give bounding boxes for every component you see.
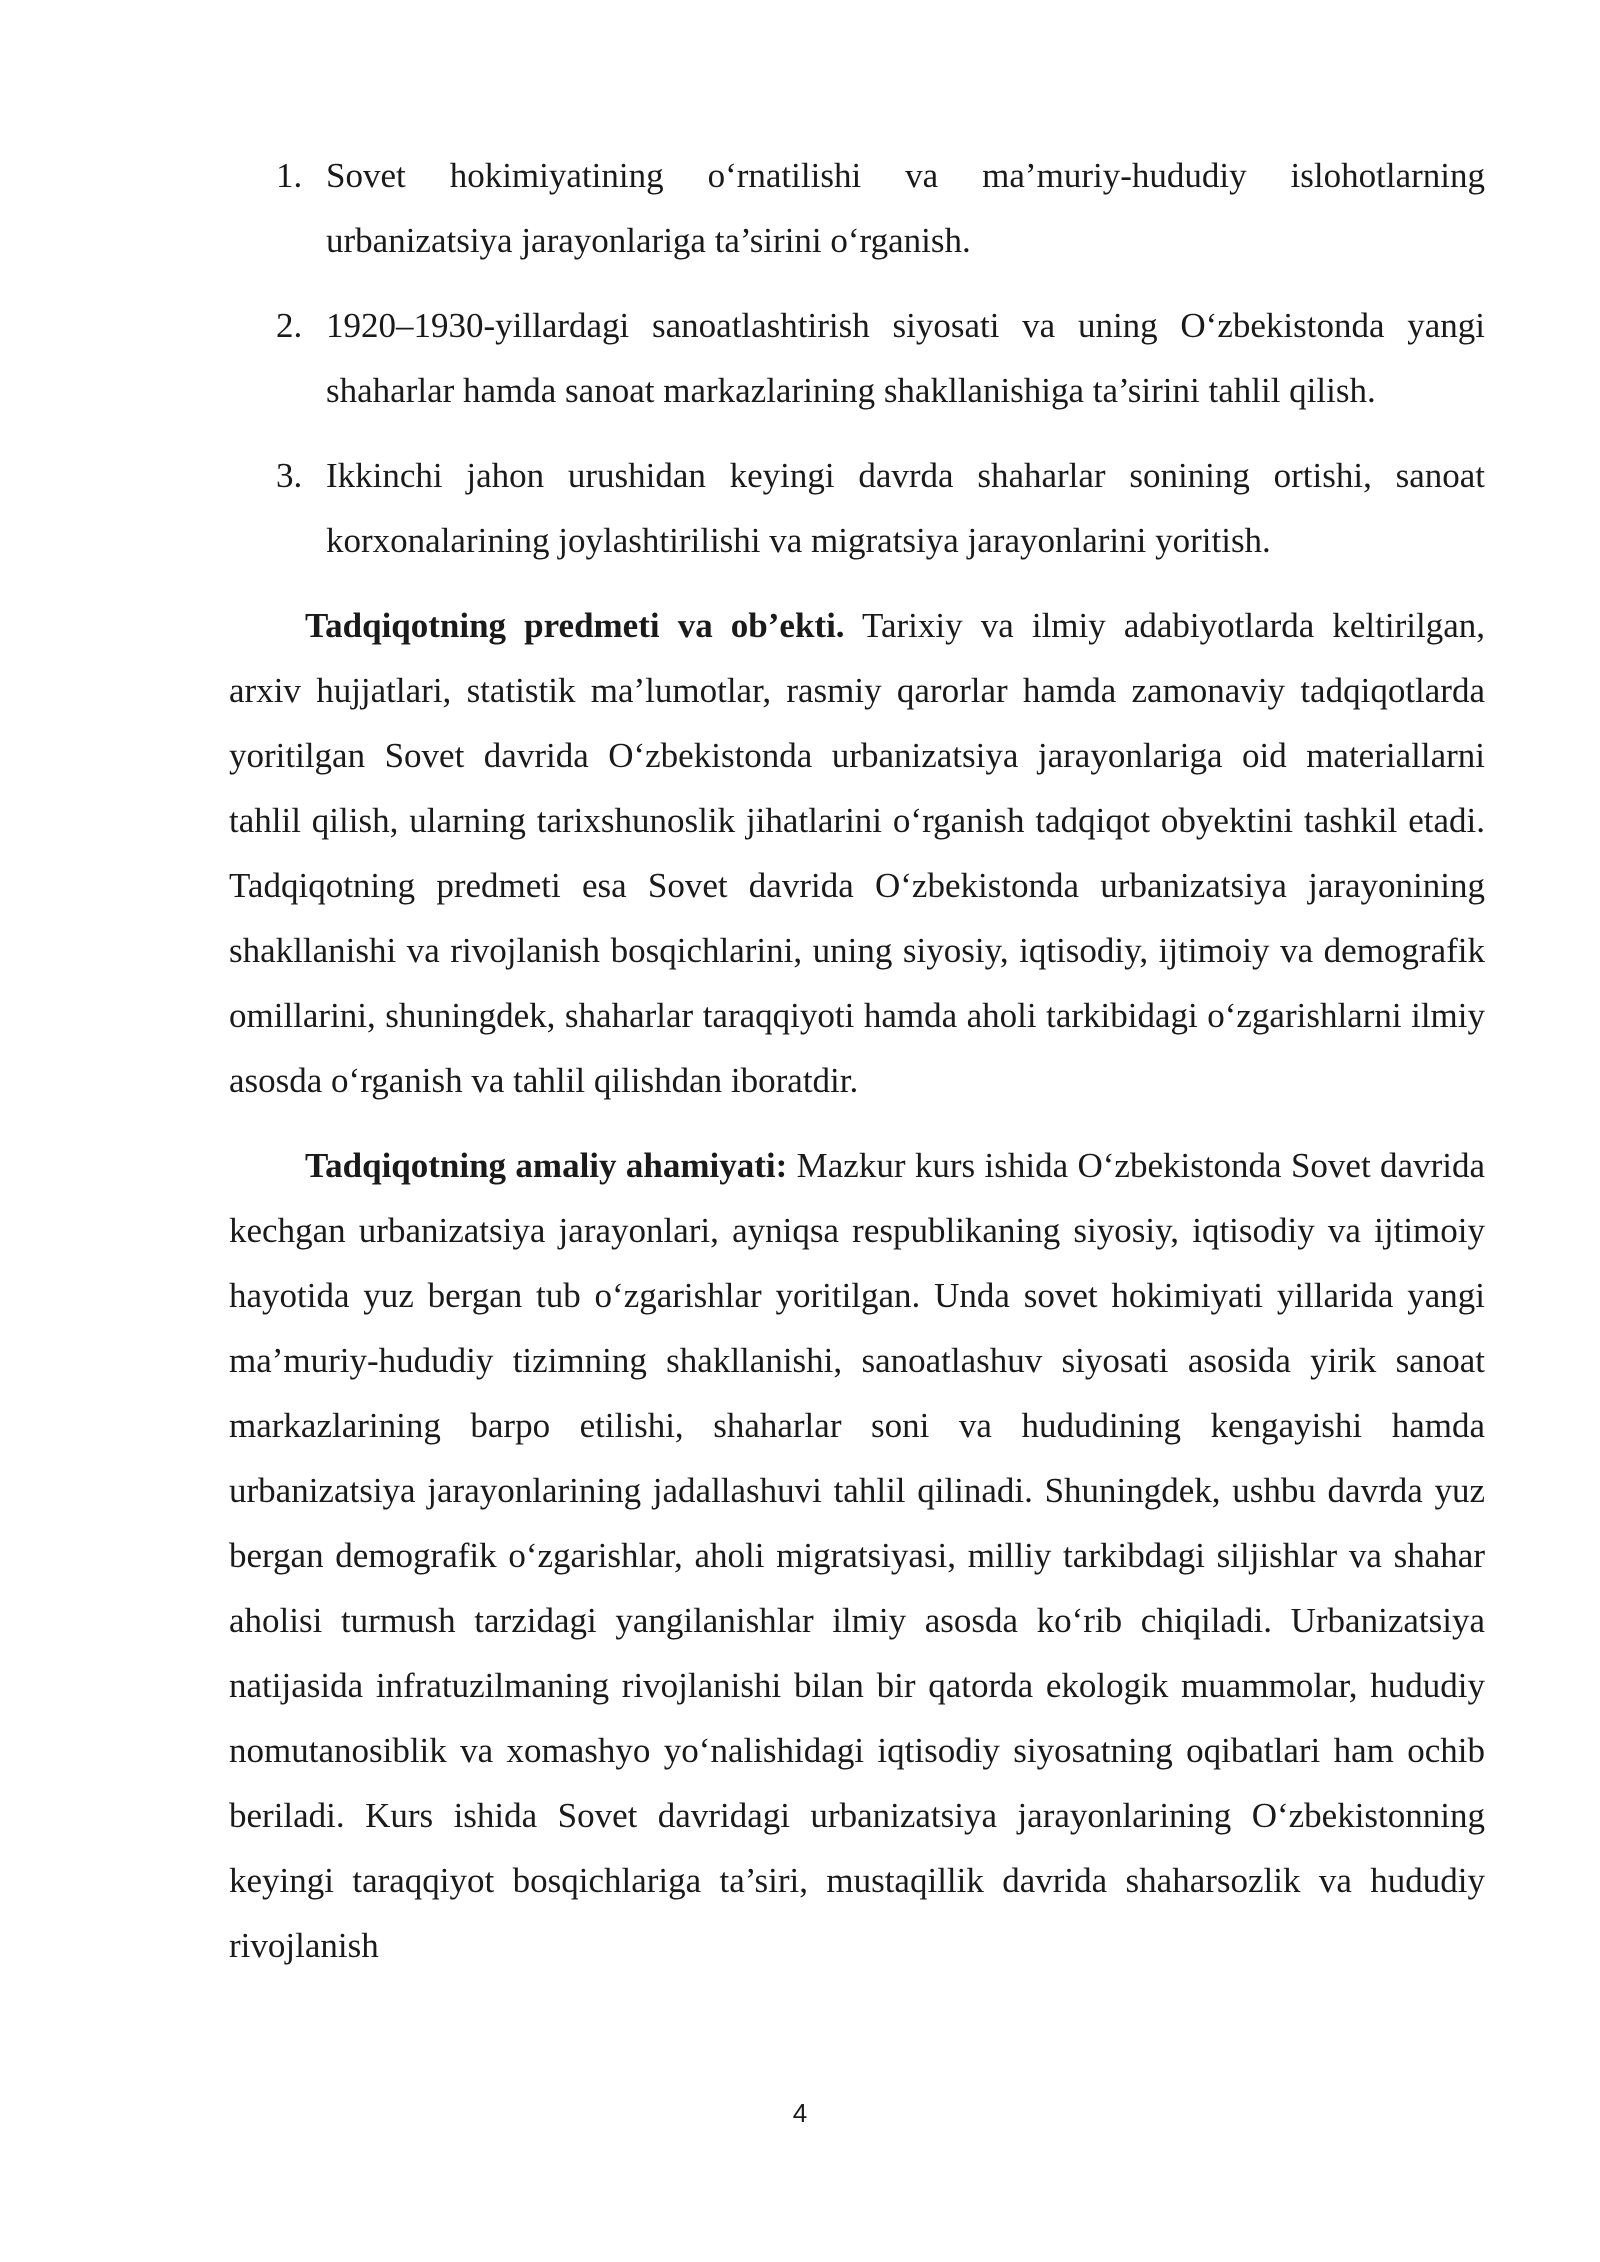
paragraph-heading: Tadqiqotning predmeti va ob’ekti. bbox=[305, 606, 845, 645]
list-item bbox=[229, 143, 1485, 273]
research-tasks-list bbox=[229, 143, 1485, 573]
paragraph-practical-significance bbox=[229, 1133, 1485, 1978]
list-item-number: 3. bbox=[276, 456, 303, 495]
paragraph-text: Tarixiy va ilmiy adabiyotlarda keltirilgan, arxiv hujjatlari, statistik ma’lumotlar, rasmiy qarorlar hamda zamonaviy tadqiqotlarda yoritilgan Sovet davrida O‘zbekistonda urbanizatsiya jarayonlariga oid materiallarni tahlil qilish, ularning tarixshunoslik jihatlarini o‘rganish tadqiqot obyektini tashkil etadi. Tadqiqotning predmeti esa Sovet davrida O‘zbekistonda urbanizatsiya jarayonining shakllanishi va rivojlanish bosqichlarini, uning siyosiy, iqtisodiy, ijtimoiy va demografik omillarini, shuningdek, shaharlar taraqqiyoti hamda aholi tarkibidagi o‘zgarishlarni ilmiy asosda o‘rganish va tahlil qilishdan iboratdir. bbox=[229, 606, 1485, 1100]
list-item bbox=[229, 293, 1485, 423]
list-item-number: 2. bbox=[276, 306, 303, 345]
list-item-text: 1920–1930-yillardagi sanoatlashtirish siyosati va uning O‘zbekistonda yangi shaharlar hamda sanoat markazlarining shakllanishiga ta’sirini tahlil qilish. bbox=[326, 306, 1485, 410]
paragraph-subject-object bbox=[229, 593, 1485, 1113]
page-content bbox=[229, 143, 1485, 1998]
list-item-number: 1. bbox=[276, 156, 303, 195]
paragraph-heading: Tadqiqotning amaliy ahamiyati: bbox=[305, 1146, 788, 1185]
list-item-text: Ikkinchi jahon urushidan keyingi davrda shaharlar sonining ortishi, sanoat korxonalarining joylashtirilishi va migratsiya jarayonlarini yoritish. bbox=[326, 456, 1485, 560]
list-item bbox=[229, 443, 1485, 573]
list-item-text: Sovet hokimiyatining o‘rnatilishi va ma’muriy-hududiy islohotlarning urbanizatsiya jarayonlariga ta’sirini o‘rganish. bbox=[326, 156, 1485, 260]
paragraph-text: Mazkur kurs ishida O‘zbekistonda Sovet davrida kechgan urbanizatsiya jarayonlari, ayniqsa respublikaning siyosiy, iqtisodiy va ijtimoiy hayotida yuz bergan tub o‘zgarishlar yoritilgan. Unda sovet hokimiyati yillarida yangi ma’muriy-hududiy tizimning shakllanishi, sanoatlashuv siyosati asosida yirik sanoat markazlarining barpo etilishi, shaharlar soni va hududining kengayishi hamda urbanizatsiya jarayonlarining jadallashuvi tahlil qilinadi. Shuningdek, ushbu davrda yuz bergan demografik o‘zgarishlar, aholi migratsiyasi, milliy tarkibdagi siljishlar va shahar aholisi turmush tarzidagi yangilanishlar ilmiy asosda ko‘rib chiqiladi. Urbanizatsiya natijasida infratuzilmaning rivojlanishi bilan bir qatorda ekologik muammolar, hududiy nomutanosiblik va xomashyo yo‘nalishidagi iqtisodiy siyosatning oqibatlari ham ochib beriladi. Kurs ishida Sovet davridagi urbanizatsiya jarayonlarining O‘zbekistonning keyingi taraqqiyot bosqichlariga ta’siri, mustaqillik davrida shaharsozlik va hududiy rivojlanish bbox=[229, 1146, 1485, 1965]
page-number: 4 bbox=[792, 2098, 808, 2128]
